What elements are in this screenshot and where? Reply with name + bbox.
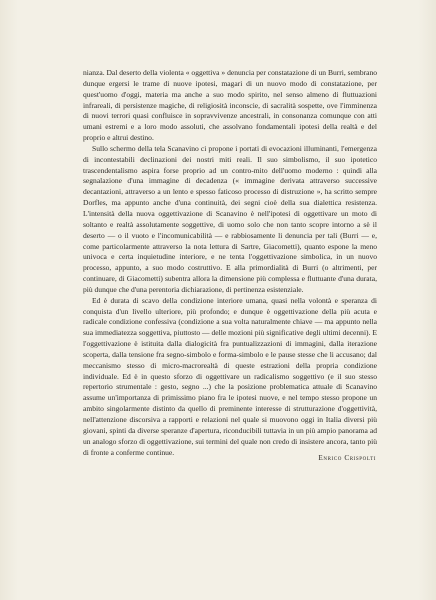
paragraph-2: Sullo schermo della tela Scanavino ci propone i portati di evocazioni illuminanti, l'emergenza di incontestabili declinazioni dei nostri miti reali. Il suo simbolismo, il suo ipotetico trascendentalismo aspira forse proprio ad un contro-mito dell'uomo moderno : quindi alla segnalazione d'una immagine di decadenza (« immagine derivata attraverso successive decantazioni, attraverso a un lento e spesso faticoso processo di distruzione », ha scritto sempre Dorfles, ma appunto anche d'una continuità, dei segni cioè della sua dialettica resistenza. L'intensità della nuova oggettivazione di Scanavino è nell'ipotesi di oggettivare un moto di soltanto e realtà assolutamente soggettive, di uomo solo che non tanto scopre intorno a sè il deserto — o il vuoto e l'incomunicabilità — e rabbiosamente li denuncia per tali (Burri — e, come particolarmente attraverso la nota lettura di Sartre, Giacometti), quanto espone la meno univoca e certa inquietudine interiore, e ne tenta l'oggettivazione simbolica, in un nuovo processo, appunto, a suo modo costruttivo. E alla primordialità di Burri (o altrimenti, per continuare, di Giacometti) subentra allora la dimensione più complessa e fluttuante d'una durata, più dunque che d'una perentoria dichiarazione, di pertinenza esistenziale. <box>83 143 377 294</box>
paragraph-3: Ed è durata di scavo della condizione interiore umana, quasi nella volontà e speranza di conquista d'un livello ulteriore, più profondo; e dunque è oggettivazione della più acuta e radicale condizione confessiva (condizione a sua volta naturalmente chiave — ma appunto nella sua immediatezza soggettiva, piuttosto — delle mozioni più significative degli ultimi decenni). E l'oggettivazione è istituita dalla dialogicità fra puntualizzazioni di immagini, dalla iterazione scoperta, dalla tensione fra segno-simbolo e forma-simbolo e le pause stesse che li accusano; dal meccanismo stesso di micro-macrorealtà di queste estrazioni della propria condizione individuale. Ed è in questo sforzo di oggettivare un radicalismo soggettivo (e il suo stesso repertorio strumentale : gesto, segno ...) che la posizione problematica attuale di Scanavino assume un'importanza di primissimo piano fra le ipotesi nuove, e nel tempo stesso propone un ambito singolarmente distinto da quello di preminente interesse di strutturazione d'oggettività, nell'attenzione discorsiva a rapporti e relazioni nel quale si muovono oggi in Italia diversi più giovani, spinti da diverse speranze d'apertura, riconducibili tuttavia in un più ampio panorama ad un analogo sforzo di oggettivazione, sui termini del quale non credo di insistere ancora, tanto più di fronte a conferme continue. <box>83 295 377 457</box>
author-signature: Enrico Crispolti <box>318 454 376 462</box>
paragraph-1: nianza. Dal deserto della violenta « oggettiva » denuncia per constatazione di un Burri, sembrano dunque ergersi le trame di nuove ipotesi, magari di un nuovo modo di constatazione, per quest'uomo d'oggi, materia ma anche a suo modo spirito, nel senso almeno di fluttuazioni infrareali, di persistenze magiche, di religiosità inconscie, di sacralità sospette, ove l'imminenza di nuovi terrori quasi confluisce in sopravvivenze ancestrali, in consonanza comunque con atti umani estremi e a loro modo assoluti, che assolvano fondamentali ipotesi della realtà e del proprio e altrui destino. <box>83 68 377 143</box>
essay-text <box>83 68 377 458</box>
